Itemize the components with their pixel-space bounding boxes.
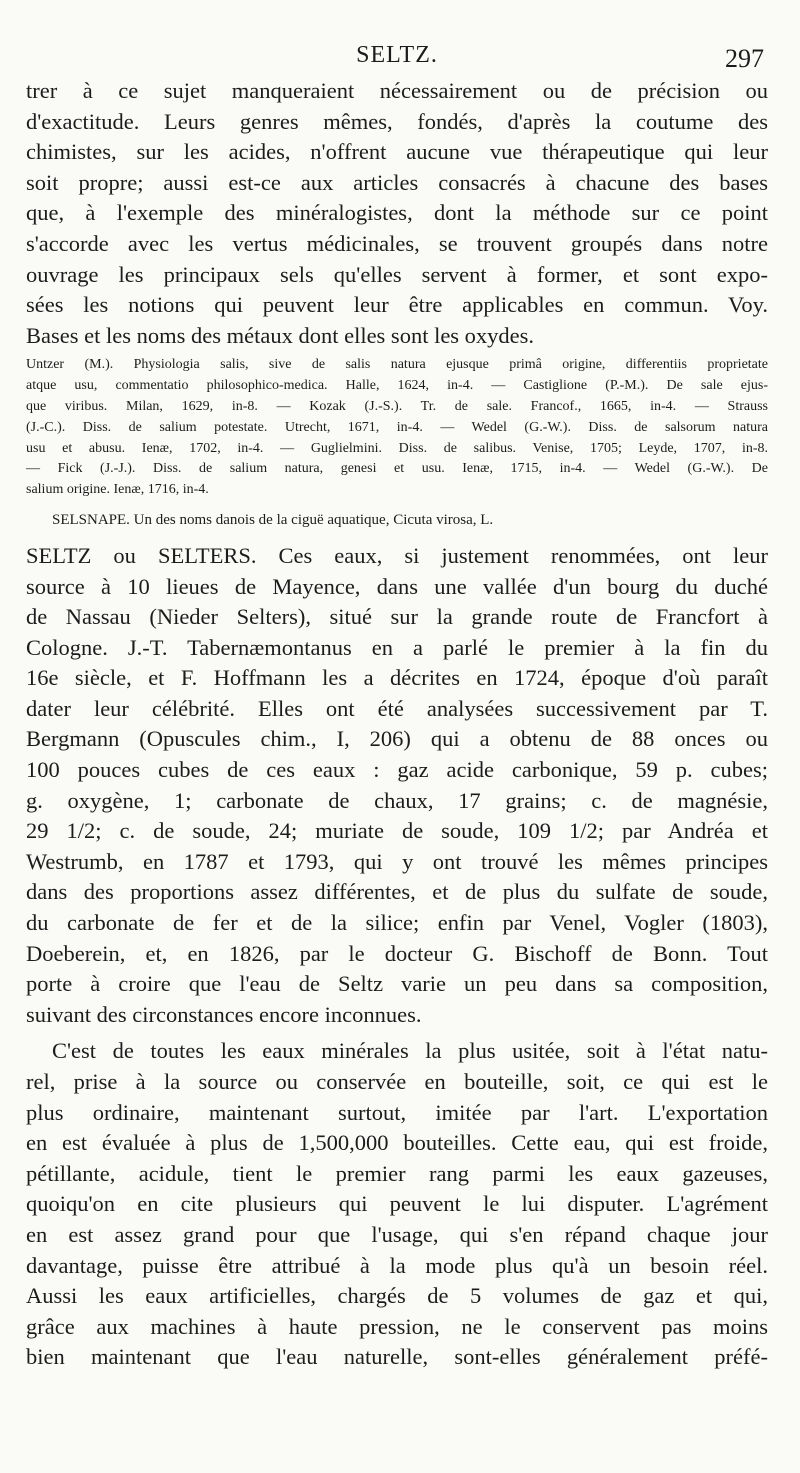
text-line: trer à ce sujet manqueraient nécessairement ou de précision ou	[26, 78, 768, 103]
text-line: source à 10 lieues de Mayence, dans une vallée d'un bourg du duché	[26, 573, 768, 599]
text-line: suivant des circonstances encore inconnues.	[26, 1001, 422, 1027]
text-line: quoiqu'on en cite plusieurs qui peuvent le lui disputer. L'agrément	[26, 1191, 768, 1217]
text-line: 29 1/2; c. de soude, 24; muriate de soude, 109 1/2; par Andréa et	[26, 818, 768, 844]
text-line: en est assez grand pour que l'usage, qui s'en répand chaque jour	[26, 1221, 768, 1247]
text-line: soit propre; aussi est-ce aux articles consacrés à chacune des bases	[26, 169, 768, 195]
text-line: que, à l'exemple des minéralogistes, dont la méthode sur ce point	[26, 200, 768, 226]
page-number: 297	[725, 44, 764, 73]
text-line: du carbonate de fer et de la silice; enfin par Venel, Vogler (1803),	[26, 910, 768, 936]
paragraph-usage	[26, 1036, 768, 1373]
bibliography-line: que viribus. Milan, 1629, in-8. — Kozak (J.-S.). Tr. de sale. Francof., 1665, in-4. — Strauss	[26, 398, 768, 414]
text-line: Cologne. J.-T. Tabernæmontanus en a parlé le premier à la fin du	[26, 634, 768, 660]
text-line: d'exactitude. Leurs genres mêmes, fondés, d'après la coutume des	[26, 108, 768, 134]
entry-selsnape	[26, 507, 768, 533]
text-line: plus ordinaire, maintenant surtout, imitée par l'art. L'exportation	[26, 1099, 768, 1125]
text-line: Bergmann (Opuscules chim., I, 206) qui a obtenu de 88 onces ou	[26, 726, 768, 752]
entry-text: SELSNAPE. Un des noms danois de la ciguë aquatique, Cicuta virosa, L.	[52, 511, 494, 528]
text-line: Westrumb, en 1787 et 1793, qui y ont trouvé les mêmes principes	[26, 848, 768, 874]
bibliography-line: salium origine. Ienæ, 1716, in-4.	[26, 482, 209, 498]
running-head	[26, 34, 768, 76]
bibliography-line: usu et abusu. Ienæ, 1702, in-4. — Guglielmini. Diss. de salibus. Venise, 1705; Leyde, 1707, in-8.	[26, 440, 768, 456]
bibliography-line: (J.-C.). Diss. de salium potestate. Utrecht, 1671, in-4. — Wedel (G.-W.). Diss. de salsorum natura	[26, 419, 768, 435]
text-line: Doeberein, et, en 1826, par le docteur G. Bischoff de Bonn. Tout	[26, 940, 768, 966]
text-line: de Nassau (Nieder Selters), situé sur la grande route de Francfort à	[26, 604, 768, 630]
text-line: ouvrage les principaux sels qu'elles servent à former, et sont expo-	[26, 261, 768, 287]
running-title: SELTZ.	[356, 42, 438, 68]
text-line: Bases et les noms des métaux dont elles sont les oxydes.	[26, 322, 535, 348]
text-line: dans des proportions assez différentes, et de plus du sulfate de soude,	[26, 879, 768, 905]
paragraph-intro	[26, 76, 768, 351]
text-line: dater leur célébrité. Elles ont été analysées successivement par T.	[26, 695, 768, 721]
text-line: s'accorde avec les vertus médicinales, se trouvent groupés dans notre	[26, 230, 768, 256]
text-line: 100 pouces cubes de ces eaux : gaz acide carbonique, 59 p. cubes;	[26, 757, 768, 783]
bibliography	[26, 355, 768, 501]
text-line: Aussi les eaux artificielles, chargés de 5 volumes de gaz et qui,	[26, 1283, 768, 1309]
bibliography-line: atque usu, commentatio philosophico-medica. Halle, 1624, in-4. — Castiglione (P.-M.). De sale ejus-	[26, 378, 768, 394]
text-line: porte à croire que l'eau de Seltz varie un peu dans sa composition,	[26, 971, 768, 997]
bibliography-line: Untzer (M.). Physiologia salis, sive de salis natura ejusque primâ origine, differentiis proprietate	[26, 357, 768, 373]
text-line: SELTZ ou SELTERS. Ces eaux, si justement renommées, ont leur	[26, 542, 768, 568]
text-line: 16e siècle, et F. Hoffmann les a décrites en 1724, époque d'où paraît	[26, 665, 768, 691]
text-line: en est évaluée à plus de 1,500,000 bouteilles. Cette eau, qui est froide,	[26, 1130, 768, 1156]
text-line: rel, prise à la source ou conservée en bouteille, soit, ce qui est le	[26, 1069, 768, 1095]
paragraph-seltz	[26, 541, 768, 1031]
text-line: sées les notions qui peuvent leur être applicables en commun. Voy.	[26, 292, 768, 318]
text-line: bien maintenant que l'eau naturelle, sont-elles généralement préfé-	[26, 1344, 768, 1370]
text-line: pétillante, acidule, tient le premier rang parmi les eaux gazeuses,	[26, 1160, 768, 1186]
text-line: C'est de toutes les eaux minérales la plus usitée, soit à l'état natu-	[52, 1038, 768, 1064]
text-line: grâce aux machines à haute pression, ne le conservent pas moins	[26, 1313, 768, 1339]
bibliography-line: — Fick (J.-J.). Diss. de salium natura, genesi et usu. Ienæ, 1715, in-4. — Wedel (G.-W.). De	[26, 461, 768, 477]
text-line: davantage, puisse être attribué à la mode plus qu'à un besoin réel.	[26, 1252, 768, 1278]
text-line: g. oxygène, 1; carbonate de chaux, 17 grains; c. de magnésie,	[26, 787, 768, 813]
text-line: chimistes, sur les acides, n'offrent aucune vue thérapeutique qui leur	[26, 139, 768, 165]
